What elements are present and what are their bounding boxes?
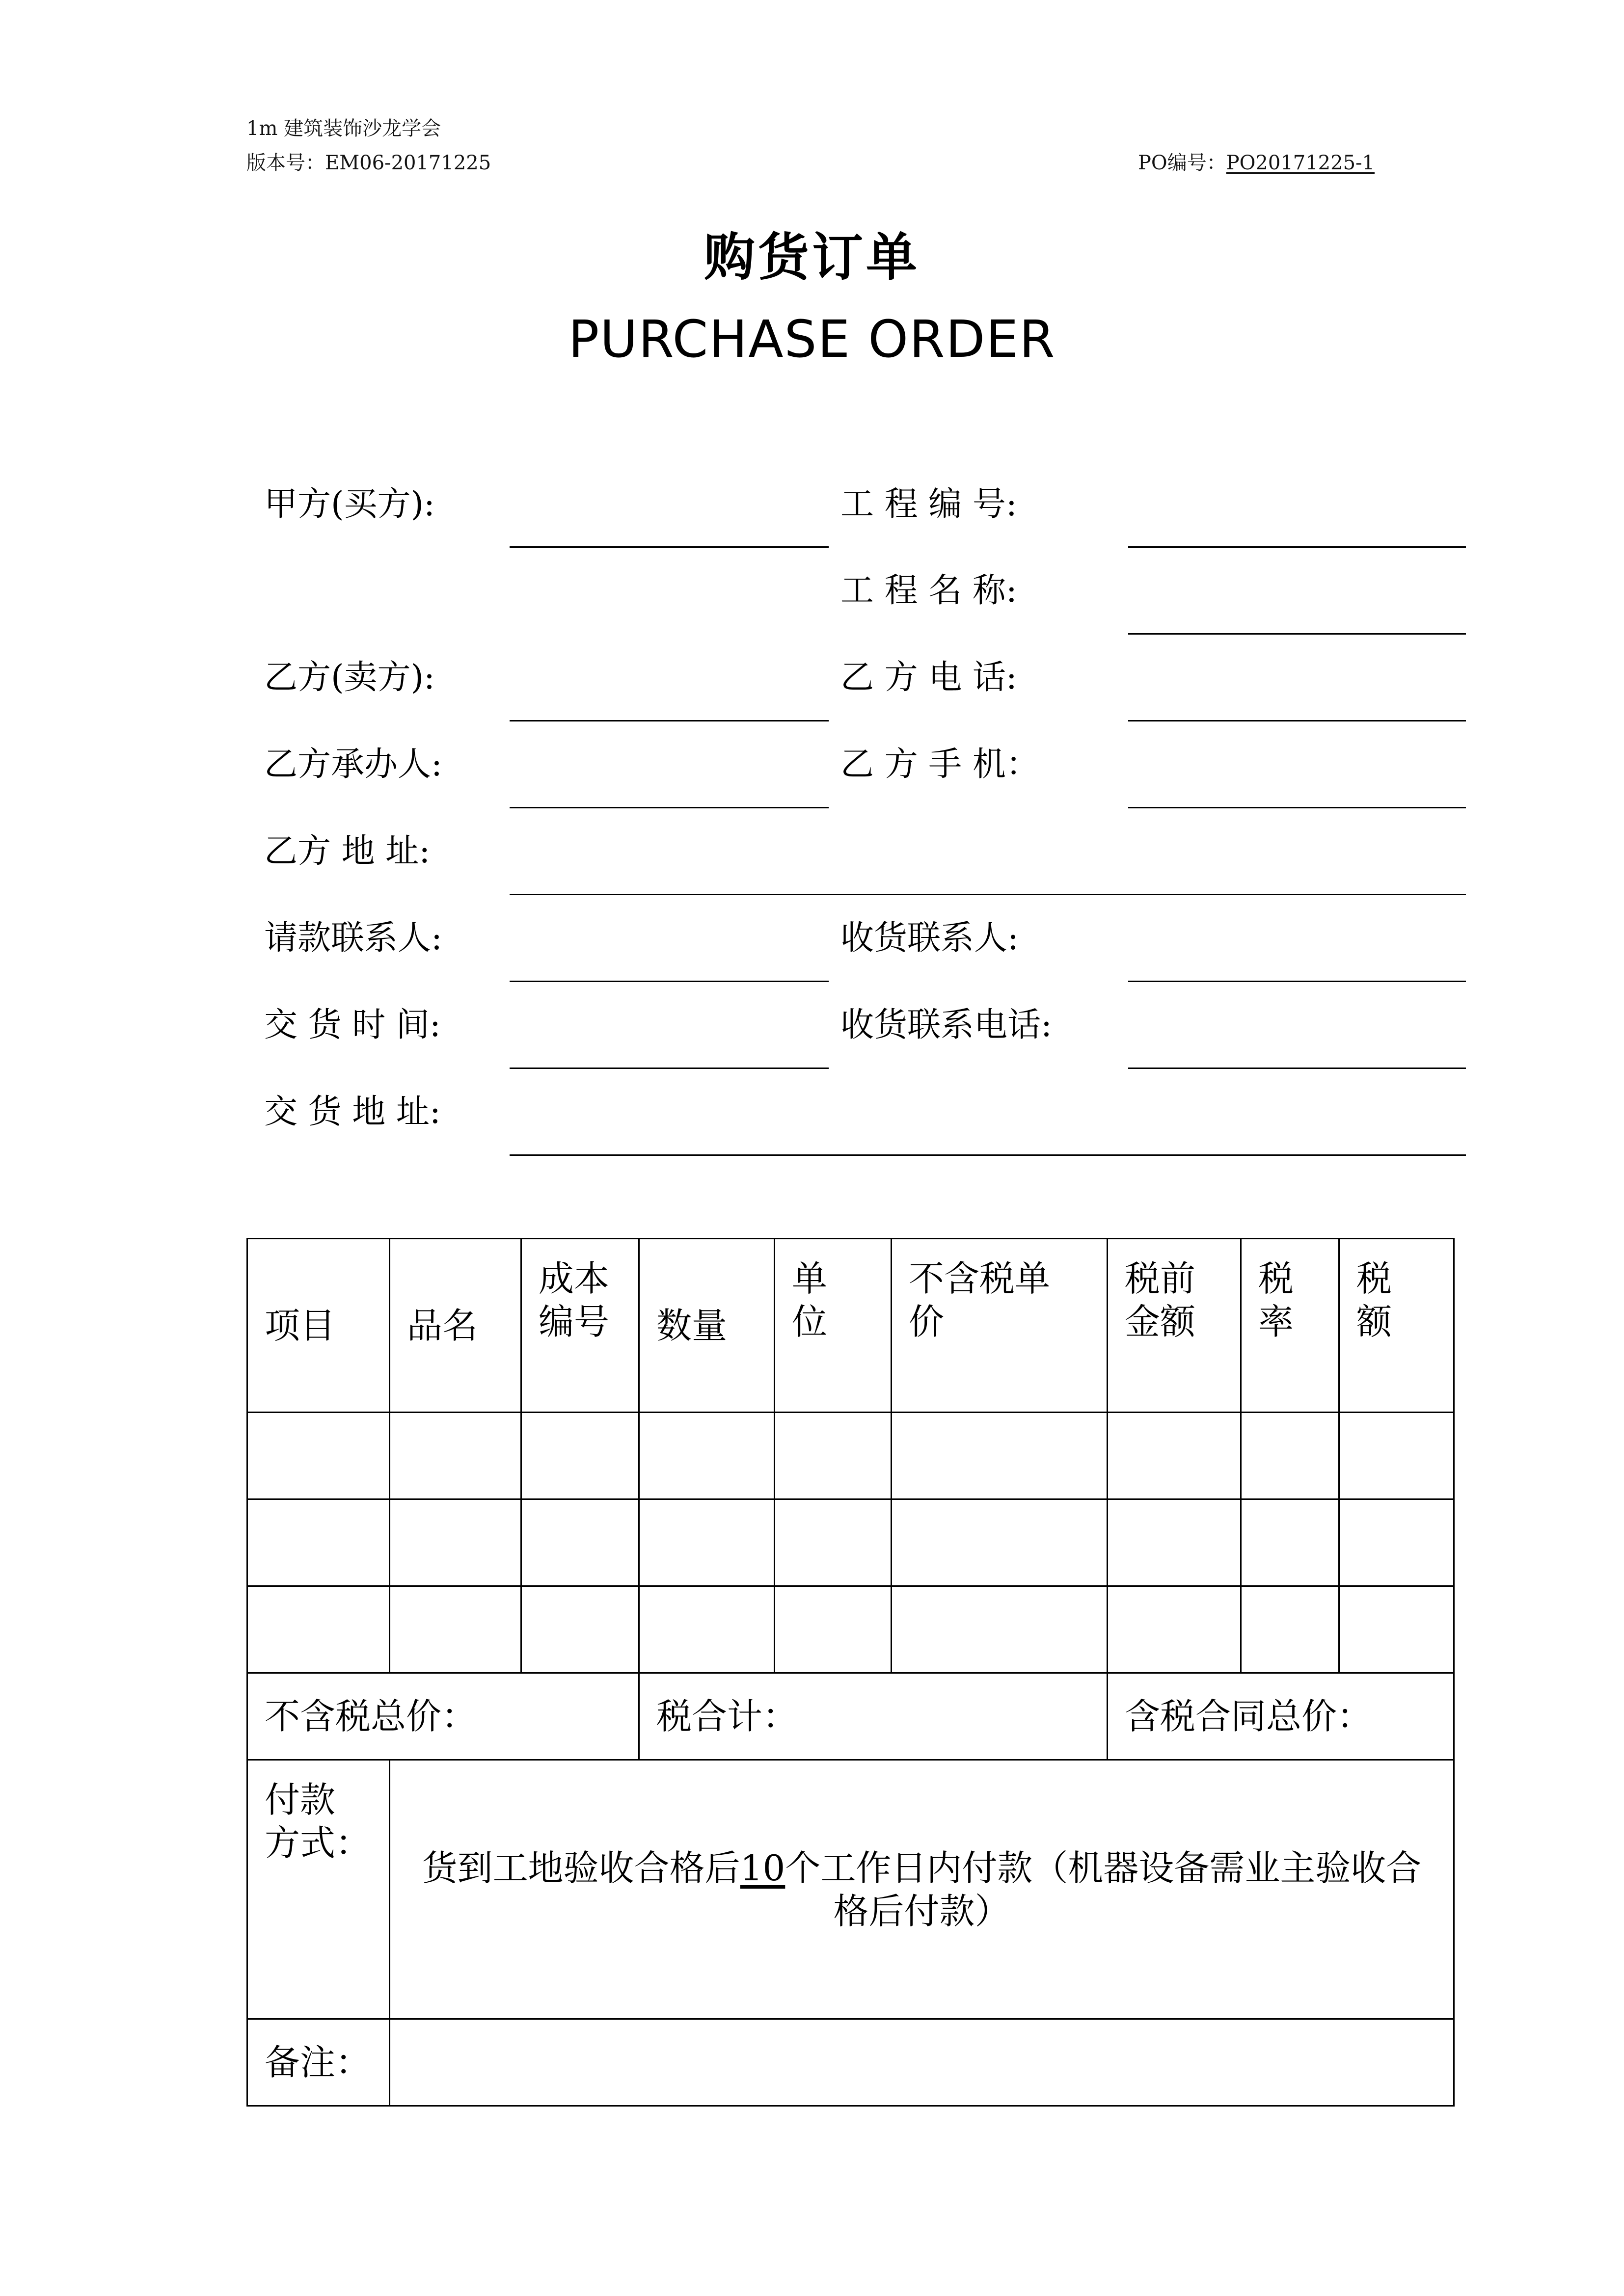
party-b-address-field[interactable]: [510, 894, 1466, 895]
table-cell[interactable]: [1108, 1586, 1241, 1673]
header-unit-price-line2: 价: [909, 1301, 945, 1342]
header-unit: [775, 1239, 892, 1413]
header-tax-amount: [1339, 1239, 1454, 1413]
header-unit-price-line1: 不含税单: [909, 1258, 1051, 1299]
remarks-row: [247, 2019, 1454, 2106]
party-b-label: 乙方(卖方):: [264, 658, 435, 697]
table-cell[interactable]: [775, 1586, 892, 1673]
payment-terms-suffix: 个工作日内付款（机器设备需业主验收合格后付款）: [785, 1847, 1422, 1932]
party-b-phone-label: 乙 方 电 话:: [840, 658, 1017, 697]
table-cell[interactable]: [1339, 1499, 1454, 1586]
party-a-label: 甲方(买方):: [264, 485, 435, 524]
header-pretax-line1: 税前: [1125, 1258, 1196, 1299]
delivery-address-label: 交 货 地 址:: [264, 1093, 441, 1131]
receiving-contact-field[interactable]: [1128, 981, 1466, 982]
header-cost-code-line1: 成本: [539, 1258, 610, 1299]
party-b-handler-field[interactable]: [510, 807, 829, 808]
party-b-mobile-field[interactable]: [1128, 807, 1466, 808]
table-row: [247, 1413, 1454, 1499]
table-cell[interactable]: [390, 1586, 521, 1673]
table-cell[interactable]: [521, 1586, 639, 1673]
header-tax-rate-line2: 率: [1258, 1301, 1294, 1342]
table-cell[interactable]: [247, 1586, 390, 1673]
table-cell[interactable]: [1108, 1499, 1241, 1586]
table-cell[interactable]: [521, 1499, 639, 1586]
page-title: 购货订单: [704, 227, 920, 287]
table-cell[interactable]: [1241, 1413, 1339, 1499]
receiving-phone-field[interactable]: [1128, 1068, 1466, 1069]
po-number-block: [1138, 151, 1375, 175]
table-cell[interactable]: [775, 1413, 892, 1499]
party-b-address-label: 乙方 地 址:: [264, 832, 431, 871]
header-unit-price: [892, 1239, 1108, 1413]
totals-row: [247, 1673, 1454, 1760]
table-cell[interactable]: [892, 1586, 1108, 1673]
table-cell[interactable]: [892, 1413, 1108, 1499]
header-item: 项目: [247, 1239, 390, 1413]
page-subtitle: PURCHASE ORDER: [568, 309, 1056, 369]
table-cell[interactable]: [390, 1499, 521, 1586]
table-cell[interactable]: [390, 1413, 521, 1499]
party-b-phone-field[interactable]: [1128, 720, 1466, 721]
payment-label-line2: 方式：: [265, 1822, 371, 1864]
version-number: 版本号：EM06-20171225: [246, 152, 491, 174]
incl-tax-total-cell[interactable]: 含税合同总价：: [1108, 1673, 1454, 1760]
order-table: [246, 1238, 1455, 2107]
header-cost-code-line2: 编号: [539, 1301, 610, 1342]
po-number-label: PO编号：: [1138, 152, 1226, 174]
table-cell[interactable]: [247, 1499, 390, 1586]
party-b-mobile-label: 乙 方 手 机：: [840, 745, 1039, 784]
party-b-field[interactable]: [510, 720, 829, 721]
table-cell[interactable]: [247, 1413, 390, 1499]
table-row: [247, 1586, 1454, 1673]
header-name: 品名: [390, 1239, 521, 1413]
billing-contact-field[interactable]: [510, 981, 829, 982]
organization-name: 1m 建筑装饰沙龙学会: [246, 117, 441, 140]
payment-terms[interactable]: [390, 1760, 1454, 2019]
excl-tax-total-cell[interactable]: 不含税总价：: [247, 1673, 639, 1760]
header-tax-rate-line1: 税: [1258, 1258, 1294, 1299]
table-cell[interactable]: [639, 1586, 775, 1673]
table-cell[interactable]: [1108, 1413, 1241, 1499]
payment-row: [247, 1760, 1454, 2019]
table-cell[interactable]: [1241, 1499, 1339, 1586]
payment-days: 10: [740, 1847, 785, 1889]
payment-method-label: [247, 1760, 390, 2019]
table-cell[interactable]: [775, 1499, 892, 1586]
table-cell[interactable]: [639, 1413, 775, 1499]
header-tax-rate: [1241, 1239, 1339, 1413]
table-cell[interactable]: [1339, 1413, 1454, 1499]
table-cell[interactable]: [1241, 1586, 1339, 1673]
project-number-label: 工 程 编 号:: [840, 485, 1017, 524]
header-cost-code: [521, 1239, 639, 1413]
delivery-time-field[interactable]: [510, 1068, 829, 1069]
party-b-handler-label: 乙方承办人:: [264, 745, 442, 784]
table-header-row: [247, 1239, 1454, 1413]
header-tax-amount-line2: 额: [1356, 1301, 1392, 1342]
header-pretax-line2: 金额: [1125, 1301, 1196, 1342]
header-unit-line2: 位: [792, 1301, 828, 1342]
project-name-label: 工 程 名 称:: [840, 571, 1017, 610]
remarks-label: 备注：: [247, 2019, 390, 2106]
payment-label-line1: 付款: [265, 1779, 336, 1820]
table-cell[interactable]: [1339, 1586, 1454, 1673]
table-cell[interactable]: [521, 1413, 639, 1499]
billing-contact-label: 请款联系人:: [264, 919, 442, 958]
header-pretax-amount: [1108, 1239, 1241, 1413]
party-a-field[interactable]: [510, 546, 829, 548]
po-number-value: PO20171225-1: [1226, 152, 1375, 174]
project-number-field[interactable]: [1128, 546, 1466, 548]
receiving-contact-label: 收货联系人:: [840, 919, 1019, 958]
remarks-field[interactable]: [390, 2019, 1454, 2106]
delivery-address-field[interactable]: [510, 1154, 1466, 1156]
project-name-field[interactable]: [1128, 633, 1466, 635]
header-tax-amount-line1: 税: [1356, 1258, 1392, 1299]
delivery-time-label: 交 货 时 间:: [264, 1006, 441, 1044]
header-quantity: 数量: [639, 1239, 775, 1413]
header-unit-line1: 单: [792, 1258, 828, 1299]
table-row: [247, 1499, 1454, 1586]
table-cell[interactable]: [892, 1499, 1108, 1586]
payment-terms-prefix: 货到工地验收合格后: [422, 1847, 740, 1889]
tax-total-cell[interactable]: 税合计：: [639, 1673, 1108, 1760]
receiving-phone-label: 收货联系电话:: [840, 1006, 1052, 1044]
table-cell[interactable]: [639, 1499, 775, 1586]
